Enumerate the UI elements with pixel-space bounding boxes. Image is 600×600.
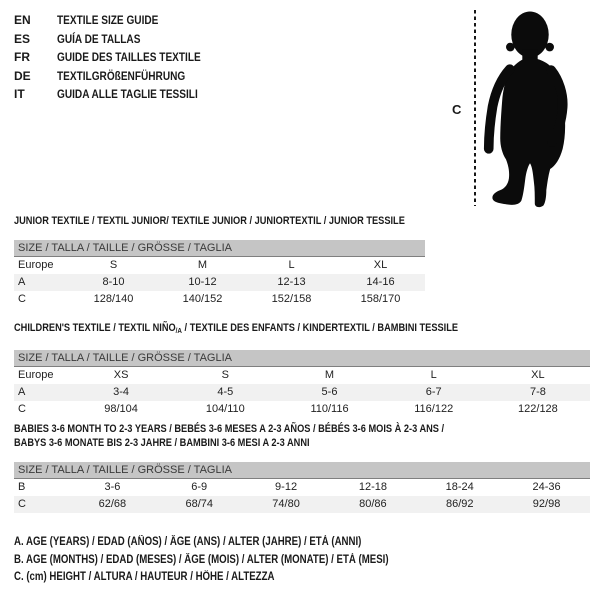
size-cell: M <box>324 369 335 381</box>
age-cell: 24-36 <box>532 481 561 493</box>
note-height-cm: C. (cm) HEIGHT / ALTURA / HAUTEUR / HÖHE / ALTEZZA <box>14 571 275 583</box>
height-cell: 74/80 <box>272 498 300 510</box>
height-measure-label: C <box>452 102 462 117</box>
size-cell: M <box>197 259 208 271</box>
height-cell: 86/92 <box>445 498 474 510</box>
height-cell: 158/170 <box>360 293 401 305</box>
size-cell: XS <box>113 369 129 381</box>
age-cell: 9-12 <box>275 481 298 493</box>
height-cell: 140/152 <box>182 293 223 305</box>
height-cell: 152/158 <box>271 293 312 305</box>
table-row <box>14 496 590 513</box>
row-label: Europe <box>18 369 54 381</box>
age-cell: 18-24 <box>445 481 474 493</box>
row-label: B <box>18 481 26 493</box>
language-row-de <box>14 67 228 86</box>
language-code: DE <box>14 68 31 83</box>
language-label: TEXTILE SIZE GUIDE <box>57 13 159 28</box>
junior-textile-table <box>14 214 425 308</box>
language-row-it <box>14 85 228 104</box>
table-row <box>14 384 590 401</box>
childrens-textile-table <box>14 321 590 418</box>
size-cell: L <box>288 259 295 271</box>
language-label: TEXTILGRÖßENFÜHRUNG <box>57 68 186 83</box>
language-code: EN <box>14 13 31 28</box>
size-header-bar: SIZE / TALLA / TAILLE / GRÖSSE / TAGLIA <box>14 240 425 257</box>
language-row-es <box>14 30 228 49</box>
height-cell: 62/68 <box>98 498 127 510</box>
table-title: JUNIOR TEXTILE / TEXTIL JUNIOR/ TEXTILE JUNIOR / JUNIORTEXTIL / JUNIOR TESSILE <box>14 215 405 227</box>
age-cell: 3-6 <box>104 481 121 493</box>
row-label: A <box>18 276 26 288</box>
language-title-block <box>14 11 228 104</box>
age-cell: 12-18 <box>358 481 387 493</box>
height-cell: 110/116 <box>310 403 349 415</box>
table-title: CHILDREN'S TEXTILE / TEXTIL $NIÑO_{/A}$ / TEXTILE DES ENFANTS / KINDERTEXTIL / BAMBINI TESSILE <box>14 322 459 335</box>
toddler-silhouette-icon <box>482 7 578 210</box>
height-cell: 104/110 <box>205 403 245 415</box>
table-row <box>14 479 590 496</box>
height-cell: 92/98 <box>532 498 561 510</box>
legend-notes <box>14 534 460 587</box>
language-row-en <box>14 11 228 30</box>
age-cell: 6-7 <box>425 386 442 398</box>
age-cell: 3-4 <box>113 386 130 398</box>
language-label: GUÍA DE TALLAS <box>57 31 141 46</box>
language-label: GUIDE DES TAILLES TEXTILE <box>57 50 201 65</box>
note-age-years: A. AGE (YEARS) / EDAD (AÑOS) / ÂGE (ANS) / ALTER (JAHRE) / ETÀ (ANNI) <box>14 536 362 548</box>
age-cell: 12-13 <box>277 276 306 288</box>
row-label: C <box>18 293 26 305</box>
size-cell: S <box>109 259 118 271</box>
height-cell: 128/140 <box>93 293 134 305</box>
height-cell: 68/74 <box>185 498 213 510</box>
age-cell: 6-9 <box>191 481 208 493</box>
size-header-bar: SIZE / TALLA / TAILLE / GRÖSSE / TAGLIA <box>14 462 590 479</box>
title-subscript: /A <box>175 326 182 335</box>
table-row <box>14 401 590 418</box>
row-label: Europe <box>18 259 54 271</box>
size-header-bar: SIZE / TALLA / TAILLE / GRÖSSE / TAGLIA <box>14 350 590 367</box>
table-row <box>14 291 425 308</box>
row-label: A <box>18 386 26 398</box>
age-cell: 7-8 <box>529 386 546 398</box>
size-cell: XL <box>373 259 388 271</box>
language-code: FR <box>14 50 30 65</box>
language-code: IT <box>14 87 25 102</box>
row-label: C <box>18 403 26 415</box>
row-label: C <box>18 498 26 510</box>
language-row-fr <box>14 48 228 67</box>
height-cell: 80/86 <box>359 498 387 510</box>
age-cell: 10-12 <box>188 276 217 288</box>
size-cell: XL <box>531 369 545 381</box>
table-row <box>14 274 425 291</box>
height-cell: 98/104 <box>104 403 138 415</box>
table-title: BABIES 3-6 MONTH TO 2-3 YEARS / BEBÉS 3-6 MESES A 2-3 AÑOS / BÉBÉS 3-6 MOIS À 2-3 ANS / BABYS 3-6 MONATE BIS 2-3 JAHRE / BAMBINI 3-6 MESI A 2-3 ANNI <box>14 423 445 449</box>
height-measure-dashed-line <box>474 10 476 206</box>
table-row <box>14 257 425 274</box>
age-cell: 5-6 <box>321 386 338 398</box>
age-cell: 14-16 <box>366 276 395 288</box>
age-cell: 8-10 <box>102 276 125 288</box>
age-cell: 4-5 <box>217 386 234 398</box>
height-cell: 122/128 <box>518 403 558 415</box>
height-cell: 116/122 <box>414 403 454 415</box>
note-age-months: B. AGE (MONTHS) / EDAD (MESES) / ÂGE (MOIS) / ALTER (MONATE) / ETÀ (MESI) <box>14 553 389 566</box>
table-row <box>14 367 590 384</box>
size-cell: S <box>221 369 229 381</box>
language-label: GUIDA ALLE TAGLIE TESSILI <box>57 87 198 102</box>
size-cell: L <box>430 369 437 381</box>
babies-textile-table <box>14 422 590 513</box>
language-code: ES <box>14 31 31 46</box>
